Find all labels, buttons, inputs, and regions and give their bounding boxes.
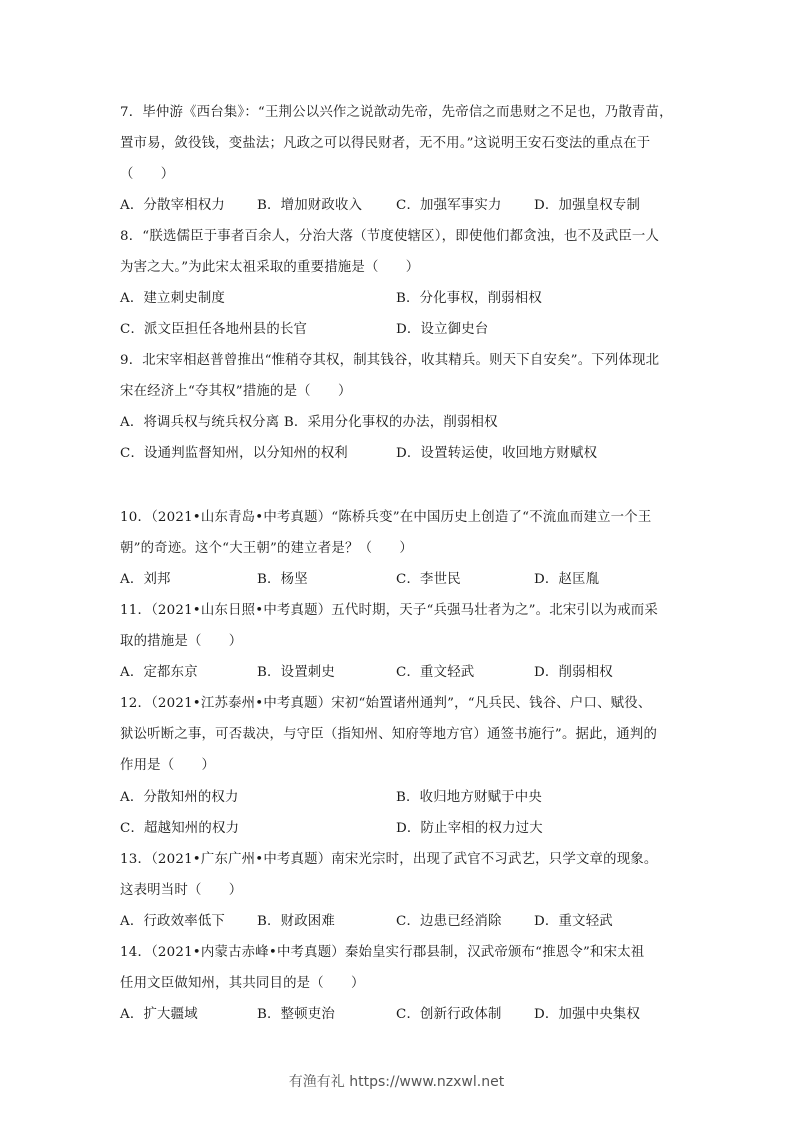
question-text-line: 任用文臣做知州，其共同目的是（ ） <box>120 976 365 991</box>
option-a: A．定都东京 <box>120 665 198 680</box>
option-a-b: A．将调兵权与统兵权分离 B．采用分化事权的办法，削弱相权 <box>120 415 498 430</box>
question-text-line: 置市易，敛役钱，变盐法；凡政之可以得民财者，无不用。”这说明王安石变法的重点在于 <box>120 136 651 151</box>
question-text-line: 11．（2021•山东日照•中考真题）五代时期，天子“兵强马壮者为之”。北宋引以为戒而采 <box>120 603 658 618</box>
option-c: C．派文臣担任各地州县的长官 <box>120 322 308 337</box>
option-d: D．赵匡胤 <box>534 572 600 587</box>
option-a: A．建立刺史制度 <box>120 291 226 306</box>
option-a: A．分散知州的权力 <box>120 790 239 805</box>
option-d: D．设立御史台 <box>396 322 489 337</box>
option-c: C．创新行政体制 <box>396 1007 502 1022</box>
option-b: B．收归地方财赋于中央 <box>396 790 542 805</box>
answer-blank: （ ） <box>120 167 175 182</box>
option-d: D．防止宰相的权力过大 <box>396 821 543 836</box>
option-b: B．杨坚 <box>257 572 308 587</box>
question-text-line: 10．（2021•山东青岛•中考真题）“陈桥兵变”在中国历史上创造了“不流血而建立一个王 <box>120 510 652 525</box>
question-text-line: 狱讼听断之事，可否裁决，与守臣（指知州、知府等地方官）通签书施行”。据此，通判的 <box>120 727 658 742</box>
question-text-line: 作用是（ ） <box>120 758 216 773</box>
option-d: D．削弱相权 <box>534 665 613 680</box>
option-b: B．整顿吏治 <box>257 1007 335 1022</box>
question-text-line: 朝”的奇迹。这个“大王朝”的建立者是？（ ） <box>120 541 413 556</box>
option-c: C．重文轻武 <box>396 665 475 680</box>
option-b: B．财政困难 <box>257 914 335 929</box>
question-text-line: 取的措施是（ ） <box>120 634 243 649</box>
question-text-line: 宋在经济上“夺其权”措施的是（ ） <box>120 384 352 399</box>
option-c: C．超越知州的权力 <box>120 821 240 836</box>
question-text-line: 为害之大。”为此宋太祖采取的重要措施是（ ） <box>120 260 420 275</box>
option-c: C．设通判监督知州，以分知州的权利 <box>120 446 348 461</box>
option-a: A．分散宰相权力 <box>120 198 226 213</box>
question-text-line: 这表明当时（ ） <box>120 883 243 898</box>
option-c: C．边患已经消除 <box>396 914 502 929</box>
question-text-line: 8．“朕选儒臣于事者百余人，分治大落（节度使辖区），即使他们都贪浊，也不及武臣一人 <box>120 229 660 244</box>
option-a: A．扩大疆域 <box>120 1007 198 1022</box>
footer-watermark: 有渔有礼 https://www.nzxwl.net <box>288 1074 505 1090</box>
option-a: A．刘邦 <box>120 572 171 587</box>
question-text-line: 7．毕仲游《西台集》：“王荆公以兴作之说歆动先帝，先帝信之而患财之不足也，乃散青苗， <box>120 105 673 120</box>
option-d: D．加强中央集权 <box>534 1007 641 1022</box>
option-c: C．李世民 <box>396 572 461 587</box>
option-d: D．设置转运使，收回地方财赋权 <box>396 446 598 461</box>
option-b: B．设置刺史 <box>257 665 335 680</box>
option-a: A．行政效率低下 <box>120 914 226 929</box>
option-d: D．加强皇权专制 <box>534 198 641 213</box>
option-b: B．增加财政收入 <box>257 198 363 213</box>
question-text-line: 13．（2021•广东广州•中考真题）南宋光宗时，出现了武官不习武艺，只学文章的现象。 <box>120 852 658 867</box>
option-b: B．分化事权，削弱相权 <box>396 291 542 306</box>
question-text-line: 12．（2021•江苏泰州•中考真题）宋初“始置诸州通判”，“凡兵民、钱谷、户口、赋役、 <box>120 696 652 711</box>
question-text-line: 14．（2021•内蒙古赤峰•中考真题）秦始皇实行郡县制，汉武帝颁布“推恩令”和宋太祖 <box>120 945 645 960</box>
option-d: D．重文轻武 <box>534 914 613 929</box>
question-text-line: 9．北宋宰相赵普曾推出“惟稍夺其权，制其钱谷，收其精兵。则天下自安矣”。下列体现北 <box>120 353 660 368</box>
option-c: C．加强军事实力 <box>396 198 502 213</box>
